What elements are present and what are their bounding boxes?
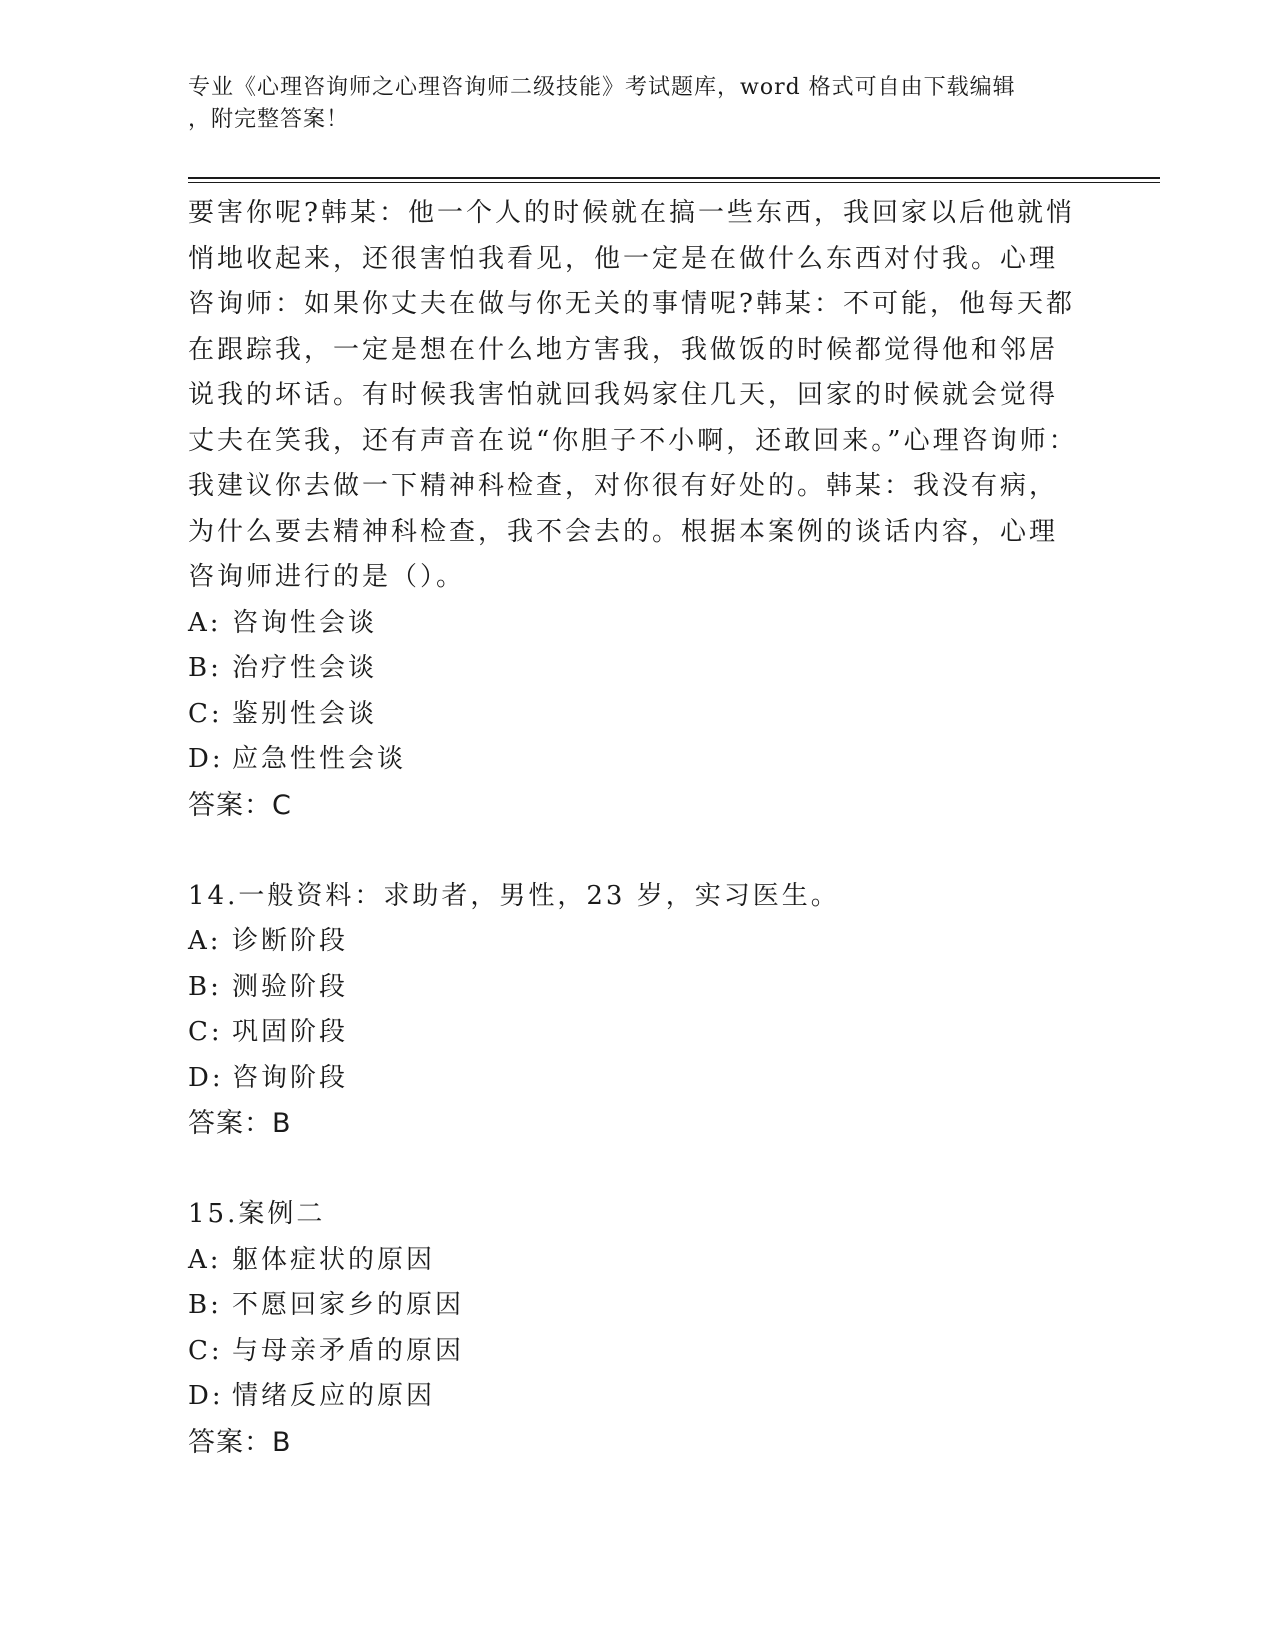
option-letter: A: [188, 607, 222, 638]
question-14-option-b [188, 965, 1078, 1011]
option-text: 躯体症状的原因 [232, 1244, 436, 1275]
option-letter: D: [188, 1062, 224, 1093]
question-13-option-a [188, 601, 1078, 647]
question-13 [188, 191, 1078, 828]
option-text: 咨询阶段 [232, 1062, 349, 1093]
question-13-answer: 答案：C [188, 789, 292, 821]
document-header [188, 72, 1088, 136]
question-14 [188, 874, 1078, 1147]
option-text: 应急性性会谈 [232, 744, 407, 774]
question-14-option-a [188, 919, 1078, 965]
question-13-option-c [188, 692, 1078, 738]
header-rule-thick [188, 177, 1160, 179]
question-14-answer: 答案：B [188, 1108, 292, 1139]
question-15 [188, 1192, 1078, 1465]
question-15-answer: 答案：B [188, 1426, 292, 1458]
spacer [188, 828, 1078, 874]
question-13-option-b [188, 646, 1078, 692]
document-body [188, 191, 1078, 1465]
question-13-passage: 要害你呢?韩某：他一个人的时候就在搞一些东西，我回家以后他就悄悄地收起来，还很害怕我看见，他一定是在做什么东西对付我。心理咨询师：如果你丈夫在做与你无关的事情呢?韩某：不可能，他每天都在跟踪我，一定是想在什么地方害我，我做饭的时候都觉得他和邻居说我的坏话。有时候我害怕就回我妈家住几天，回家的时候就会觉得丈夫在笑我，还有声音在说“你胆子不小啊，还敢回来。”心理咨询师：我建议你去做一下精神科检查，对你很有好处的。韩某：我没有病，为什么要去精神科检查，我不会去的。根据本案例的谈话内容，心理咨询师进行的是（）。 [188, 198, 1078, 592]
option-text: 情绪反应的原因 [232, 1381, 436, 1411]
question-15-option-d [188, 1374, 1078, 1420]
option-text: 鉴别性会谈 [232, 698, 378, 729]
question-14-option-c [188, 1010, 1078, 1056]
question-13-option-d [188, 737, 1078, 783]
question-15-stem: 15.案例二 [188, 1199, 326, 1229]
question-14-stem: 14.一般资料：求助者，男性，23 岁，实习医生。 [188, 880, 840, 911]
option-letter: C: [188, 1017, 223, 1047]
option-letter: B: [188, 1290, 222, 1320]
option-letter: B: [188, 653, 222, 683]
option-text: 与母亲矛盾的原因 [232, 1335, 465, 1366]
header-rule-thin [188, 182, 1160, 183]
option-letter: D: [188, 1381, 224, 1411]
option-text: 咨询性会谈 [232, 607, 378, 638]
spacer [188, 1147, 1078, 1193]
header-line-1: 专业《心理咨询师之心理咨询师二级技能》考试题库，word 格式可自由下载编辑 [188, 75, 1016, 100]
option-letter: B: [188, 971, 222, 1002]
option-text: 诊断阶段 [232, 926, 349, 956]
option-letter: C: [188, 1335, 223, 1366]
option-letter: C: [188, 698, 223, 729]
option-letter: A: [188, 926, 222, 956]
question-15-option-b [188, 1283, 1078, 1329]
question-15-option-c [188, 1329, 1078, 1375]
option-text: 巩固阶段 [232, 1017, 349, 1047]
option-text: 不愿回家乡的原因 [232, 1290, 465, 1320]
option-text: 测验阶段 [232, 971, 349, 1002]
question-14-option-d [188, 1056, 1078, 1102]
option-text: 治疗性会谈 [232, 653, 378, 683]
question-15-option-a [188, 1238, 1078, 1284]
header-line-2: ，附完整答案！ [188, 107, 350, 132]
option-letter: A: [188, 1244, 222, 1275]
option-letter: D: [188, 744, 224, 774]
